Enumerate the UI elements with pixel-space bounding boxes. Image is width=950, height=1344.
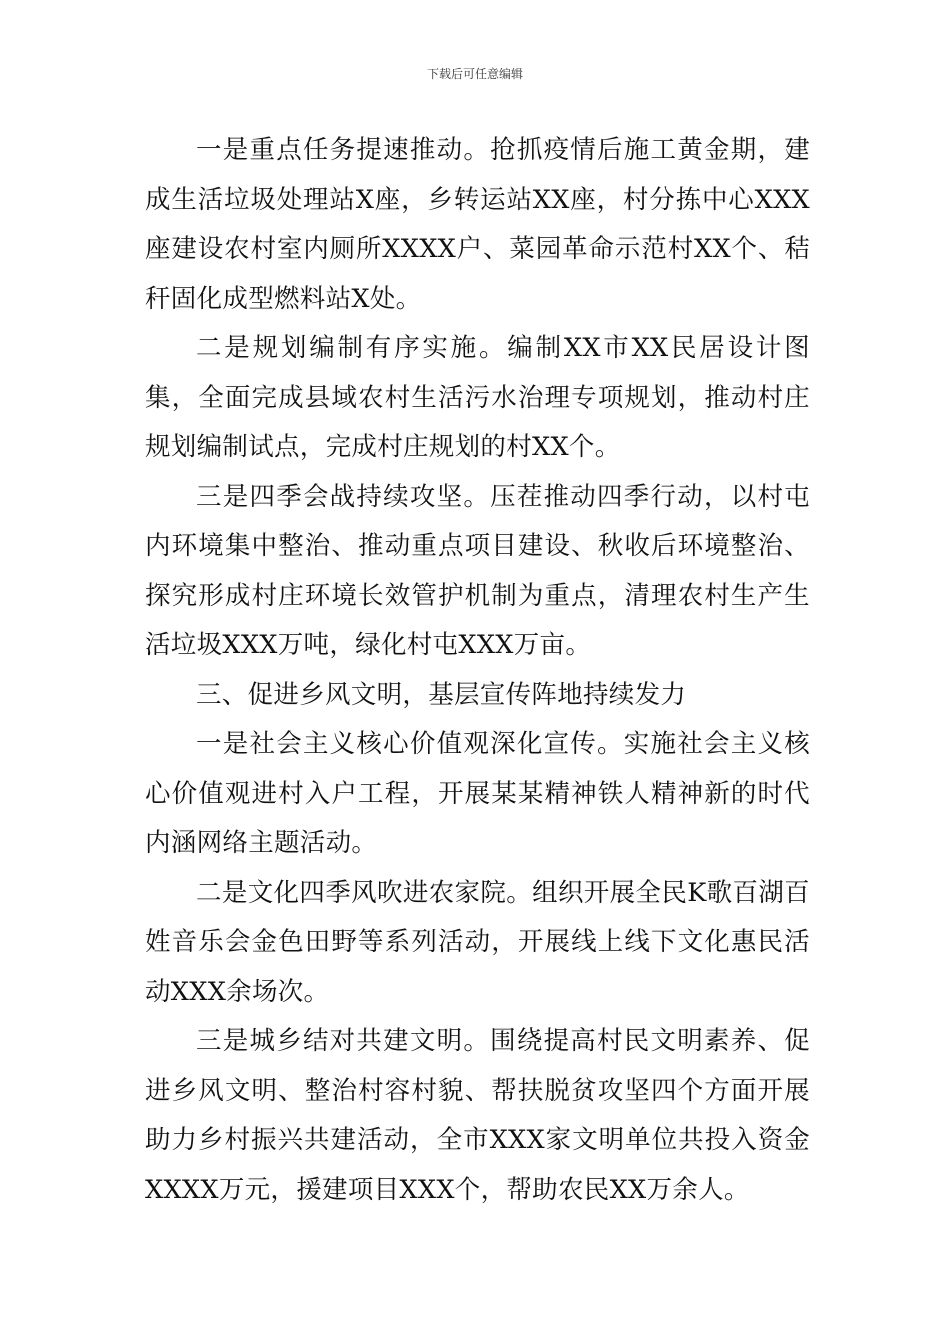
paragraph-core-values: 一是社会主义核心价值观深化宣传。实施社会主义核心价值观进村入户工程，开展某某精神铁人精神新的时代内涵网络主题活动。: [145, 729, 810, 858]
paragraph-urban-rural-pairing: 三是城乡结对共建文明。围绕提高村民文明素养、促进乡风文明、整治村容村貌、帮扶脱贫攻坚四个方面开展助力乡村振兴共建活动，全市XXX家文明单位共投入资金XXXX万元，援建项目XXX个，帮助农民XX万余人。: [145, 1026, 810, 1205]
document-body: [145, 126, 810, 1215]
page-header: 下载后可任意编辑: [426, 67, 523, 81]
paragraph-planning: 二是规划编制有序实施。编制XX市XX民居设计图集，全面完成县域农村生活污水治理专项规划，推动村庄规划编制试点，完成村庄规划的村XX个。: [145, 333, 810, 462]
paragraph-four-seasons-campaign: 三是四季会战持续攻坚。压茬推动四季行动，以村屯内环境集中整治、推动重点项目建设、秋收后环境整治、探究形成村庄环境长效管护机制为重点，清理农村生产生活垃圾XXX万吨，绿化村屯XXX万亩。: [145, 481, 810, 660]
paragraph-task-acceleration: 一是重点任务提速推动。抢抓疫情后施工黄金期，建成生活垃圾处理站X座，乡转运站XX座，村分拣中心XXX座建设农村室内厕所XXXX户、菜园革命示范村XX个、秸秆固化成型燃料站X处。: [145, 135, 810, 314]
paragraph-culture-seasons: 二是文化四季风吹进农家院。组织开展全民K歌百湖百姓音乐会金色田野等系列活动，开展线上线下文化惠民活动XXX余场次。: [145, 877, 810, 1007]
section-heading-rural-civilization: 三、促进乡风文明，基层宣传阵地持续发力: [196, 679, 687, 710]
